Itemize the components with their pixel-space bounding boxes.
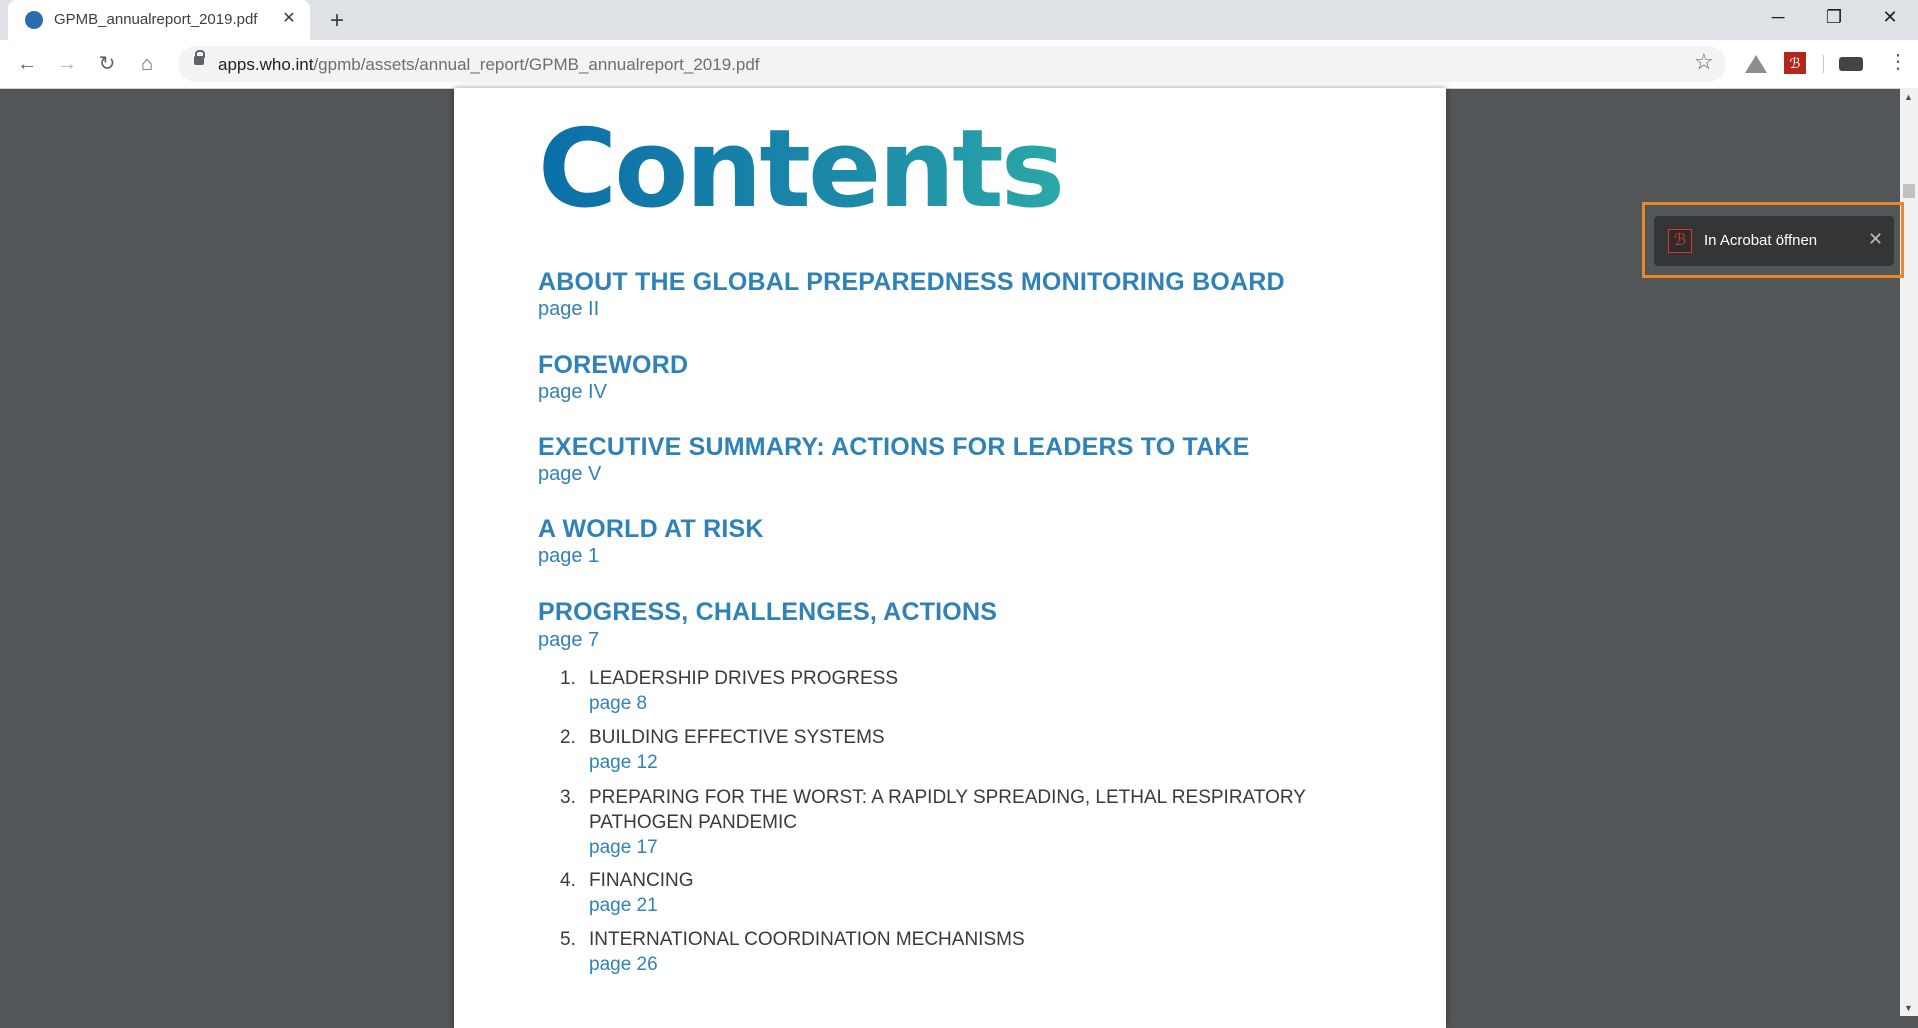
toolbar-divider xyxy=(1823,55,1824,73)
menu-icon[interactable]: ⋮ xyxy=(1888,51,1908,73)
section-title[interactable]: FOREWORD xyxy=(538,351,689,379)
item-page[interactable]: page 26 xyxy=(589,954,658,975)
item-page[interactable]: page 17 xyxy=(589,837,658,858)
item-number: 5. xyxy=(560,929,576,950)
tab-close-icon[interactable]: ✕ xyxy=(282,10,296,27)
extension-icon[interactable] xyxy=(1839,57,1863,71)
reload-icon[interactable]: ↻ xyxy=(98,53,116,75)
acrobat-icon: ℬ xyxy=(1668,229,1692,253)
item-page[interactable]: page 8 xyxy=(589,693,648,714)
item-number: 3. xyxy=(560,787,576,808)
pdf-page xyxy=(454,88,1446,1028)
toolbar xyxy=(0,40,1918,89)
section-page[interactable]: page V xyxy=(538,463,602,485)
home-icon[interactable]: ⌂ xyxy=(140,53,154,75)
forward-icon[interactable]: → xyxy=(57,53,77,75)
item-title[interactable]: PREPARING FOR THE WORST: A RAPIDLY SPREADING, LETHAL RESPIRATORY PATHOGEN PANDEMIC xyxy=(589,787,1306,833)
scroll-up-icon[interactable]: ▲ xyxy=(1904,92,1913,102)
item-page[interactable]: page 21 xyxy=(589,895,658,916)
restore-button[interactable]: ❐ xyxy=(1825,7,1843,27)
item-title[interactable]: LEADERSHIP DRIVES PROGRESS xyxy=(589,668,899,689)
tab-active[interactable] xyxy=(8,0,310,40)
section-title[interactable]: EXECUTIVE SUMMARY: ACTIONS FOR LEADERS TO TAKE xyxy=(538,433,1250,461)
scrollbar-thumb[interactable] xyxy=(1903,184,1915,198)
address-bar[interactable] xyxy=(178,46,1726,82)
tab-title: GPMB_annualreport_2019.pdf xyxy=(54,11,258,28)
scroll-down-icon[interactable]: ▼ xyxy=(1904,1003,1913,1013)
section-page[interactable]: page IV xyxy=(538,381,607,403)
open-in-acrobat-button[interactable] xyxy=(1654,216,1894,266)
item-number: 4. xyxy=(560,870,576,891)
section-page[interactable]: page II xyxy=(538,298,600,320)
who-favicon xyxy=(25,11,43,29)
contents-heading: Contents xyxy=(538,107,1063,232)
item-title[interactable]: INTERNATIONAL COORDINATION MECHANISMS xyxy=(589,929,1025,950)
close-window-button[interactable]: ✕ xyxy=(1882,7,1898,27)
url-text[interactable] xyxy=(218,55,760,75)
tab-strip xyxy=(0,0,1918,40)
lock-icon[interactable] xyxy=(194,56,204,65)
url-host: apps.who.int xyxy=(218,55,314,74)
item-number: 1. xyxy=(560,668,576,689)
new-tab-button[interactable]: + xyxy=(329,7,344,34)
acrobat-popup-highlight xyxy=(1642,202,1904,278)
item-page[interactable]: page 12 xyxy=(589,752,658,773)
close-icon[interactable]: ✕ xyxy=(1868,229,1884,249)
section-title[interactable]: PROGRESS, CHALLENGES, ACTIONS xyxy=(538,598,998,626)
url-path: /gpmb/assets/annual_report/GPMB_annualreport_2019.pdf xyxy=(313,55,760,74)
section-title[interactable]: ABOUT THE GLOBAL PREPAREDNESS MONITORING BOARD xyxy=(538,268,1285,296)
section-page[interactable]: page 1 xyxy=(538,545,600,567)
open-in-acrobat-label: In Acrobat öffnen xyxy=(1704,232,1818,249)
item-title[interactable]: BUILDING EFFECTIVE SYSTEMS xyxy=(589,727,885,748)
section-title[interactable]: A WORLD AT RISK xyxy=(538,515,764,543)
star-icon[interactable]: ☆ xyxy=(1694,49,1714,74)
drive-icon[interactable] xyxy=(1745,55,1767,73)
acrobat-extension-icon[interactable]: ℬ xyxy=(1784,52,1806,74)
item-title[interactable]: FINANCING xyxy=(589,870,694,891)
section-page[interactable]: page 7 xyxy=(538,629,600,651)
item-number: 2. xyxy=(560,727,576,748)
minimize-button[interactable]: ─ xyxy=(1771,7,1785,27)
back-icon[interactable]: ← xyxy=(17,53,37,75)
